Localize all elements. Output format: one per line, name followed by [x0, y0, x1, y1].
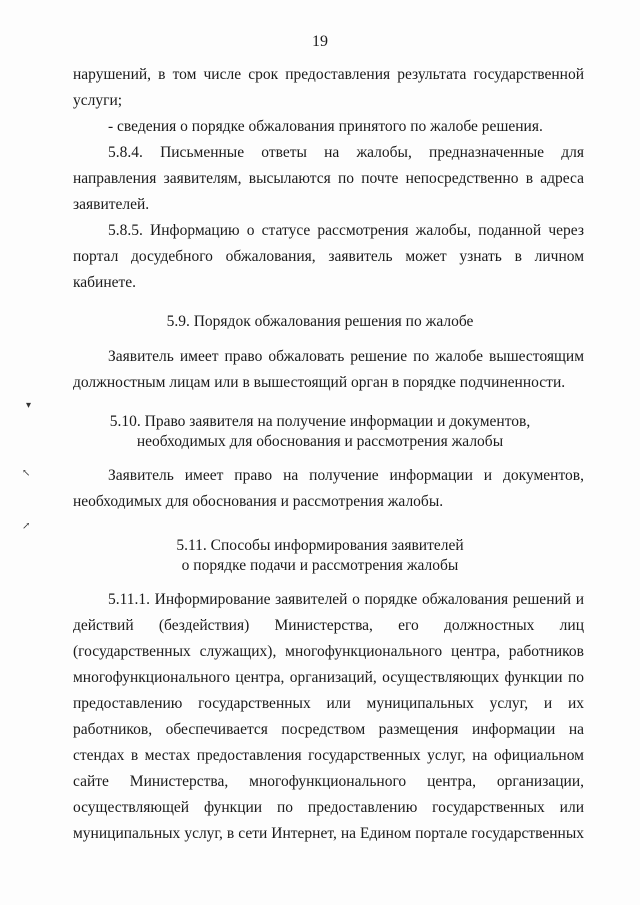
section-heading-5-10-line-1: 5.10. Право заявителя на получение информации и документов,: [109, 413, 531, 430]
section-heading-5-10-line-2: необходимых для обоснования и рассмотрения жалобы: [136, 433, 504, 450]
paragraph-line: должностным лицам или в вышестоящий орган в порядке подчиненности.: [73, 374, 566, 391]
paragraph-line: услуги;: [73, 92, 123, 109]
paragraph-line: осуществляющей функции по предоставлению государственных или: [73, 799, 584, 816]
paragraph-line: 5.8.5. Информацию о статусе рассмотрения жалобы, поданной через: [108, 222, 584, 239]
paragraph-line: сайте Министерства, многофункционального центра, организации,: [73, 773, 584, 790]
paragraph-line: (государственных служащих), многофункционального центра, работников: [73, 643, 584, 660]
paragraph-line: муниципальных услуг, в сети Интернет, на Едином портале государственных: [73, 825, 584, 842]
scan-mark: ↖: [22, 468, 31, 479]
paragraph-line: портал досудебного обжалования, заявитель может узнать в личном: [73, 248, 584, 265]
paragraph-line: заявителей.: [73, 196, 150, 213]
scan-mark: ▾: [26, 400, 32, 411]
paragraph-line: Заявитель имеет право на получение информации и документов,: [108, 467, 584, 484]
paragraph-line: 5.8.4. Письменные ответы на жалобы, предназначенные для: [108, 144, 584, 161]
paragraph-line: многофункционального центра, организаций, осуществляющих функции по: [73, 669, 584, 686]
section-heading-5-11-line-2: о порядке подачи и рассмотрения жалобы: [181, 557, 459, 574]
list-item: - сведения о порядке обжалования принятого по жалобе решения.: [108, 118, 543, 135]
paragraph-line: направления заявителям, высылаются по почте непосредственно в адреса: [73, 170, 584, 187]
paragraph-line: кабинете.: [73, 274, 137, 291]
paragraph-line: работников, обеспечивается посредством размещения информации на: [73, 721, 584, 738]
page-number: 19: [312, 33, 328, 50]
section-heading-5-9: 5.9. Порядок обжалования решения по жалобе: [166, 313, 474, 330]
paragraph-line: предоставлению государственных или муниципальных услуг, и их: [73, 695, 584, 712]
scan-mark: ↗: [22, 521, 31, 532]
paragraph-line: 5.11.1. Информирование заявителей о порядке обжалования решений и: [108, 591, 584, 608]
paragraph-line: Заявитель имеет право обжаловать решение по жалобе вышестоящим: [108, 348, 584, 365]
paragraph-line: стендах в местах предоставления государственных услуг, на официальном: [73, 747, 584, 764]
section-heading-5-11-line-1: 5.11. Способы информирования заявителей: [176, 537, 464, 554]
paragraph-line: необходимых для обоснования и рассмотрения жалобы.: [73, 493, 444, 510]
paragraph-line: действий (бездействия) Министерства, его должностных лиц: [73, 617, 584, 634]
paragraph-line: нарушений, в том числе срок предоставления результата государственной: [73, 66, 584, 83]
